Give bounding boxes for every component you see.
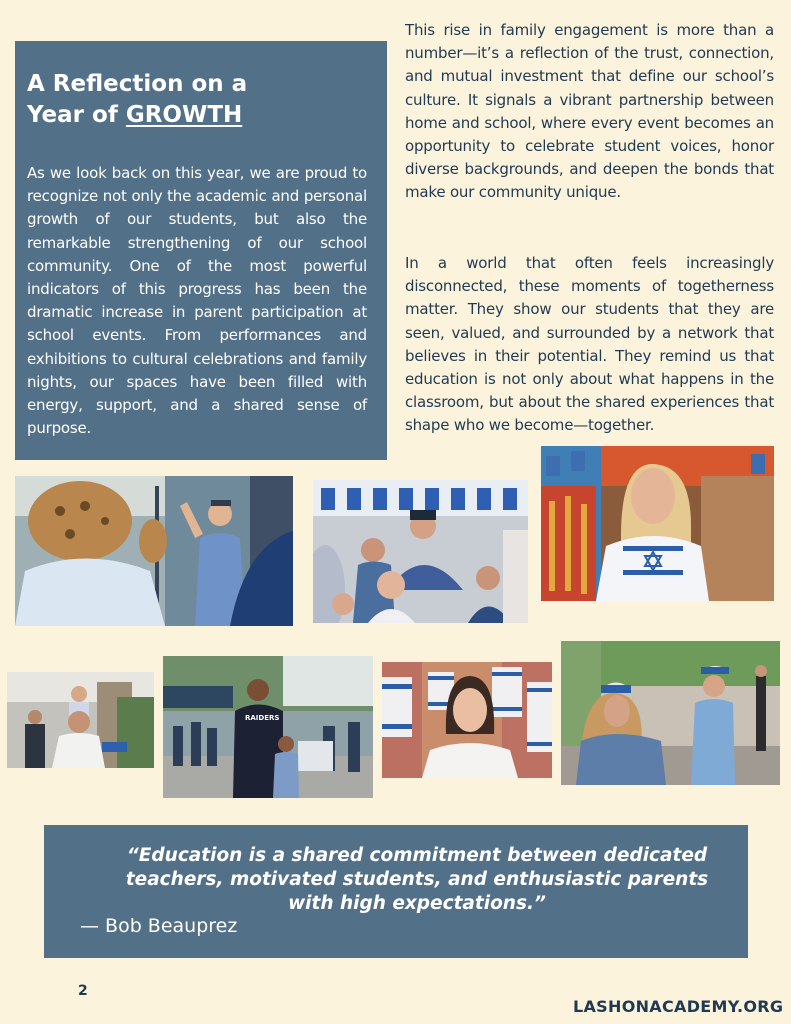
column-paragraph-2: In a world that often feels increasingly disconnected, these moments of togetherness matter. They show our students that they are seen, valued, and surrounded by a network that believes in their potential. They remind us that education is not only about what happens in the classroom, but about the shared experiences that shape who we become—together.	[405, 254, 774, 435]
title-highlight: GROWTH	[125, 102, 243, 128]
raiders-shirt-text: RAIDERS	[245, 714, 280, 722]
page-title	[27, 69, 367, 131]
photo-mascot-greeting	[15, 476, 293, 626]
quote-box	[44, 825, 748, 958]
photo-man-and-boy	[163, 656, 373, 798]
photo-crafts-table	[313, 480, 528, 623]
title-line-1: A Reflection on a	[27, 71, 248, 97]
title-line-2-prefix: Year of	[27, 102, 126, 128]
photo-smiling-woman-flags	[382, 662, 552, 778]
photo-father-and-child	[7, 672, 154, 768]
quote-author: — Bob Beauprez	[80, 915, 238, 937]
photo-market-stall	[541, 446, 774, 601]
column-paragraph-1: This rise in family engagement is more than a number—it’s a reflection of the trust, connection, and mutual investment that define our school’s culture. It signals a vibrant partnership between home and school, where every event becomes an opportunity to celebrate student voices, honor diverse backgrounds, and deepen the bonds that make our community unique.	[405, 21, 774, 202]
photo-woman-and-child	[561, 641, 780, 785]
intro-box	[15, 41, 387, 460]
intro-paragraph: As we look back on this year, we are proud to recognize not only the academic and personal growth of our students, but also the remarkable strengthening of our school community. One of the most powerful indicators of this progress has been the dramatic increase in parent participation at school events. From performances and exhibitions to cultural celebrations and family nights, our spaces have been filled with energy, support, and a shared sense of purpose.	[27, 164, 367, 438]
website-url[interactable]: LASHONACADEMY.ORG	[573, 997, 784, 1016]
page-number: 2	[78, 983, 88, 999]
quote-text: “Education is a shared commitment between dedicated teachers, motivated students, and enthusiastic parents with high expectations.”	[125, 845, 709, 914]
